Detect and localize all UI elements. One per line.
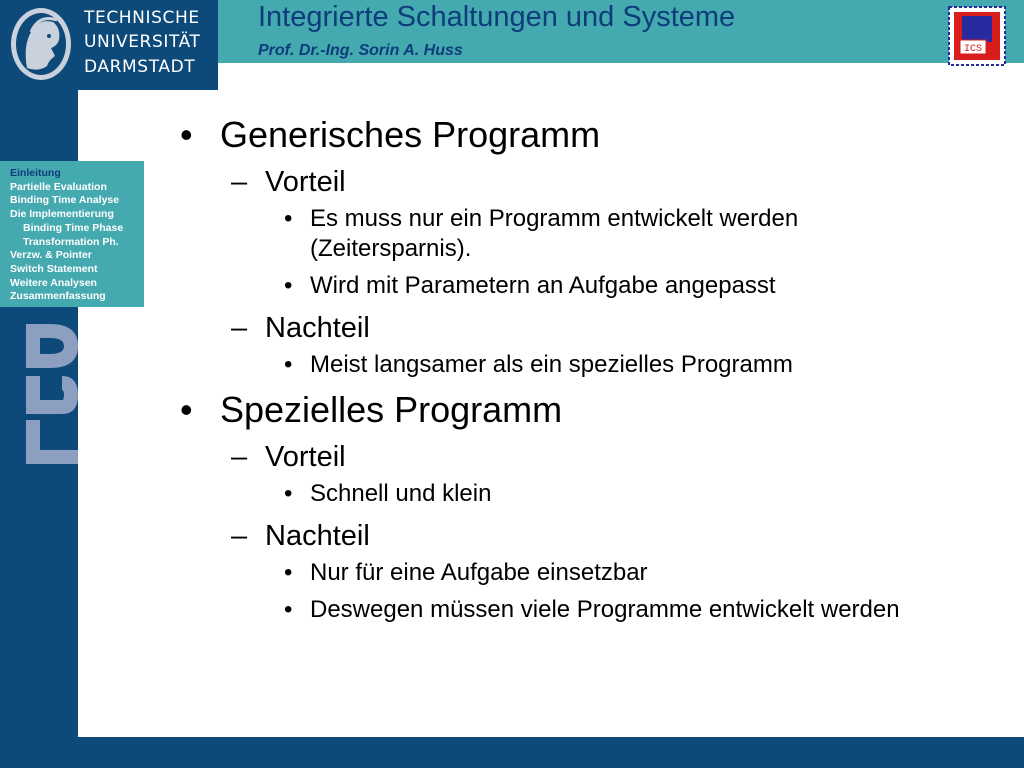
bullet-level-3 [180,204,910,264]
point-text: Nur für eine Aufgabe einsetzbar [310,559,648,586]
university-name-line-3: DARMSTADT [84,57,196,77]
nav-item-binding-time-phase[interactable]: Binding Time Phase [23,221,124,234]
group-label: Nachteil [265,312,370,344]
dash-marker: – [231,166,248,198]
bullet-marker: • [284,205,293,232]
navigation-box [0,161,144,307]
slide-content [180,112,980,632]
nav-item-zusammenfassung[interactable]: Zusammenfassung [10,290,106,303]
university-name-line-2: UNIVERSITÄT [84,32,201,52]
point-text: Es muss nur ein Programm entwickelt werden (Zeitersparnis). [310,205,799,262]
group-label: Nachteil [265,520,370,552]
point-text: Wird mit Parametern an Aufgabe angepasst [310,272,776,299]
bullet-level-2 [180,162,980,202]
bullet-marker: • [284,596,293,623]
section-heading: Generisches Programm [220,114,601,155]
bullet-level-2 [180,516,980,556]
university-logo-block [0,0,218,90]
ics-logo-text: ICS [963,44,983,55]
footer-bar [0,737,1024,768]
bullet-marker: • [180,389,193,430]
dash-marker: – [231,441,248,473]
section-heading: Spezielles Programm [220,389,563,430]
point-text: Meist langsamer als ein spezielles Programm [310,351,793,378]
bullet-marker: • [284,272,293,299]
group-label: Vorteil [265,166,346,198]
nav-item-die-implementierung[interactable]: Die Implementierung [10,208,114,221]
bullet-level-2 [180,308,980,348]
bullet-marker: • [284,559,293,586]
nav-item-einleitung[interactable]: Einleitung [10,167,61,179]
university-name-line-1: TECHNISCHE [84,8,200,28]
bullet-level-1 [180,387,980,433]
nav-item-switch-statement[interactable]: Switch Statement [10,262,98,275]
nav-item-transformation-ph[interactable]: Transformation Ph. [23,235,119,248]
dash-marker: – [231,520,248,552]
bullet-level-3 [180,350,910,380]
point-text: Deswegen müssen viele Programme entwickelt werden [310,596,900,623]
professor-name: Prof. Dr.-Ing. Sorin A. Huss [258,42,463,59]
nav-item-partielle-evaluation[interactable]: Partielle Evaluation [10,180,107,193]
point-text: Schnell und klein [310,480,492,507]
bullet-level-3 [180,479,910,509]
athena-seal-icon [9,6,73,82]
bullet-level-3 [180,595,910,625]
nav-item-binding-time-analyse[interactable]: Binding Time Analyse [10,194,120,207]
group-label: Vorteil [265,441,346,473]
bullet-level-1 [180,112,980,158]
course-title: Integrierte Schaltungen und Systeme [258,1,736,33]
nav-item-weitere-analysen[interactable]: Weitere Analysen [10,276,97,289]
tud-logo-icon [26,320,78,470]
ics-logo-icon [948,6,1006,66]
dash-marker: – [231,312,248,344]
bullet-level-3 [180,558,910,588]
bullet-level-2 [180,437,980,477]
bullet-marker: • [284,480,293,507]
bullet-marker: • [180,114,193,155]
nav-item-verzw-pointer[interactable]: Verzw. & Pointer [10,249,92,262]
bullet-marker: • [284,351,293,378]
bullet-level-3 [180,271,910,301]
